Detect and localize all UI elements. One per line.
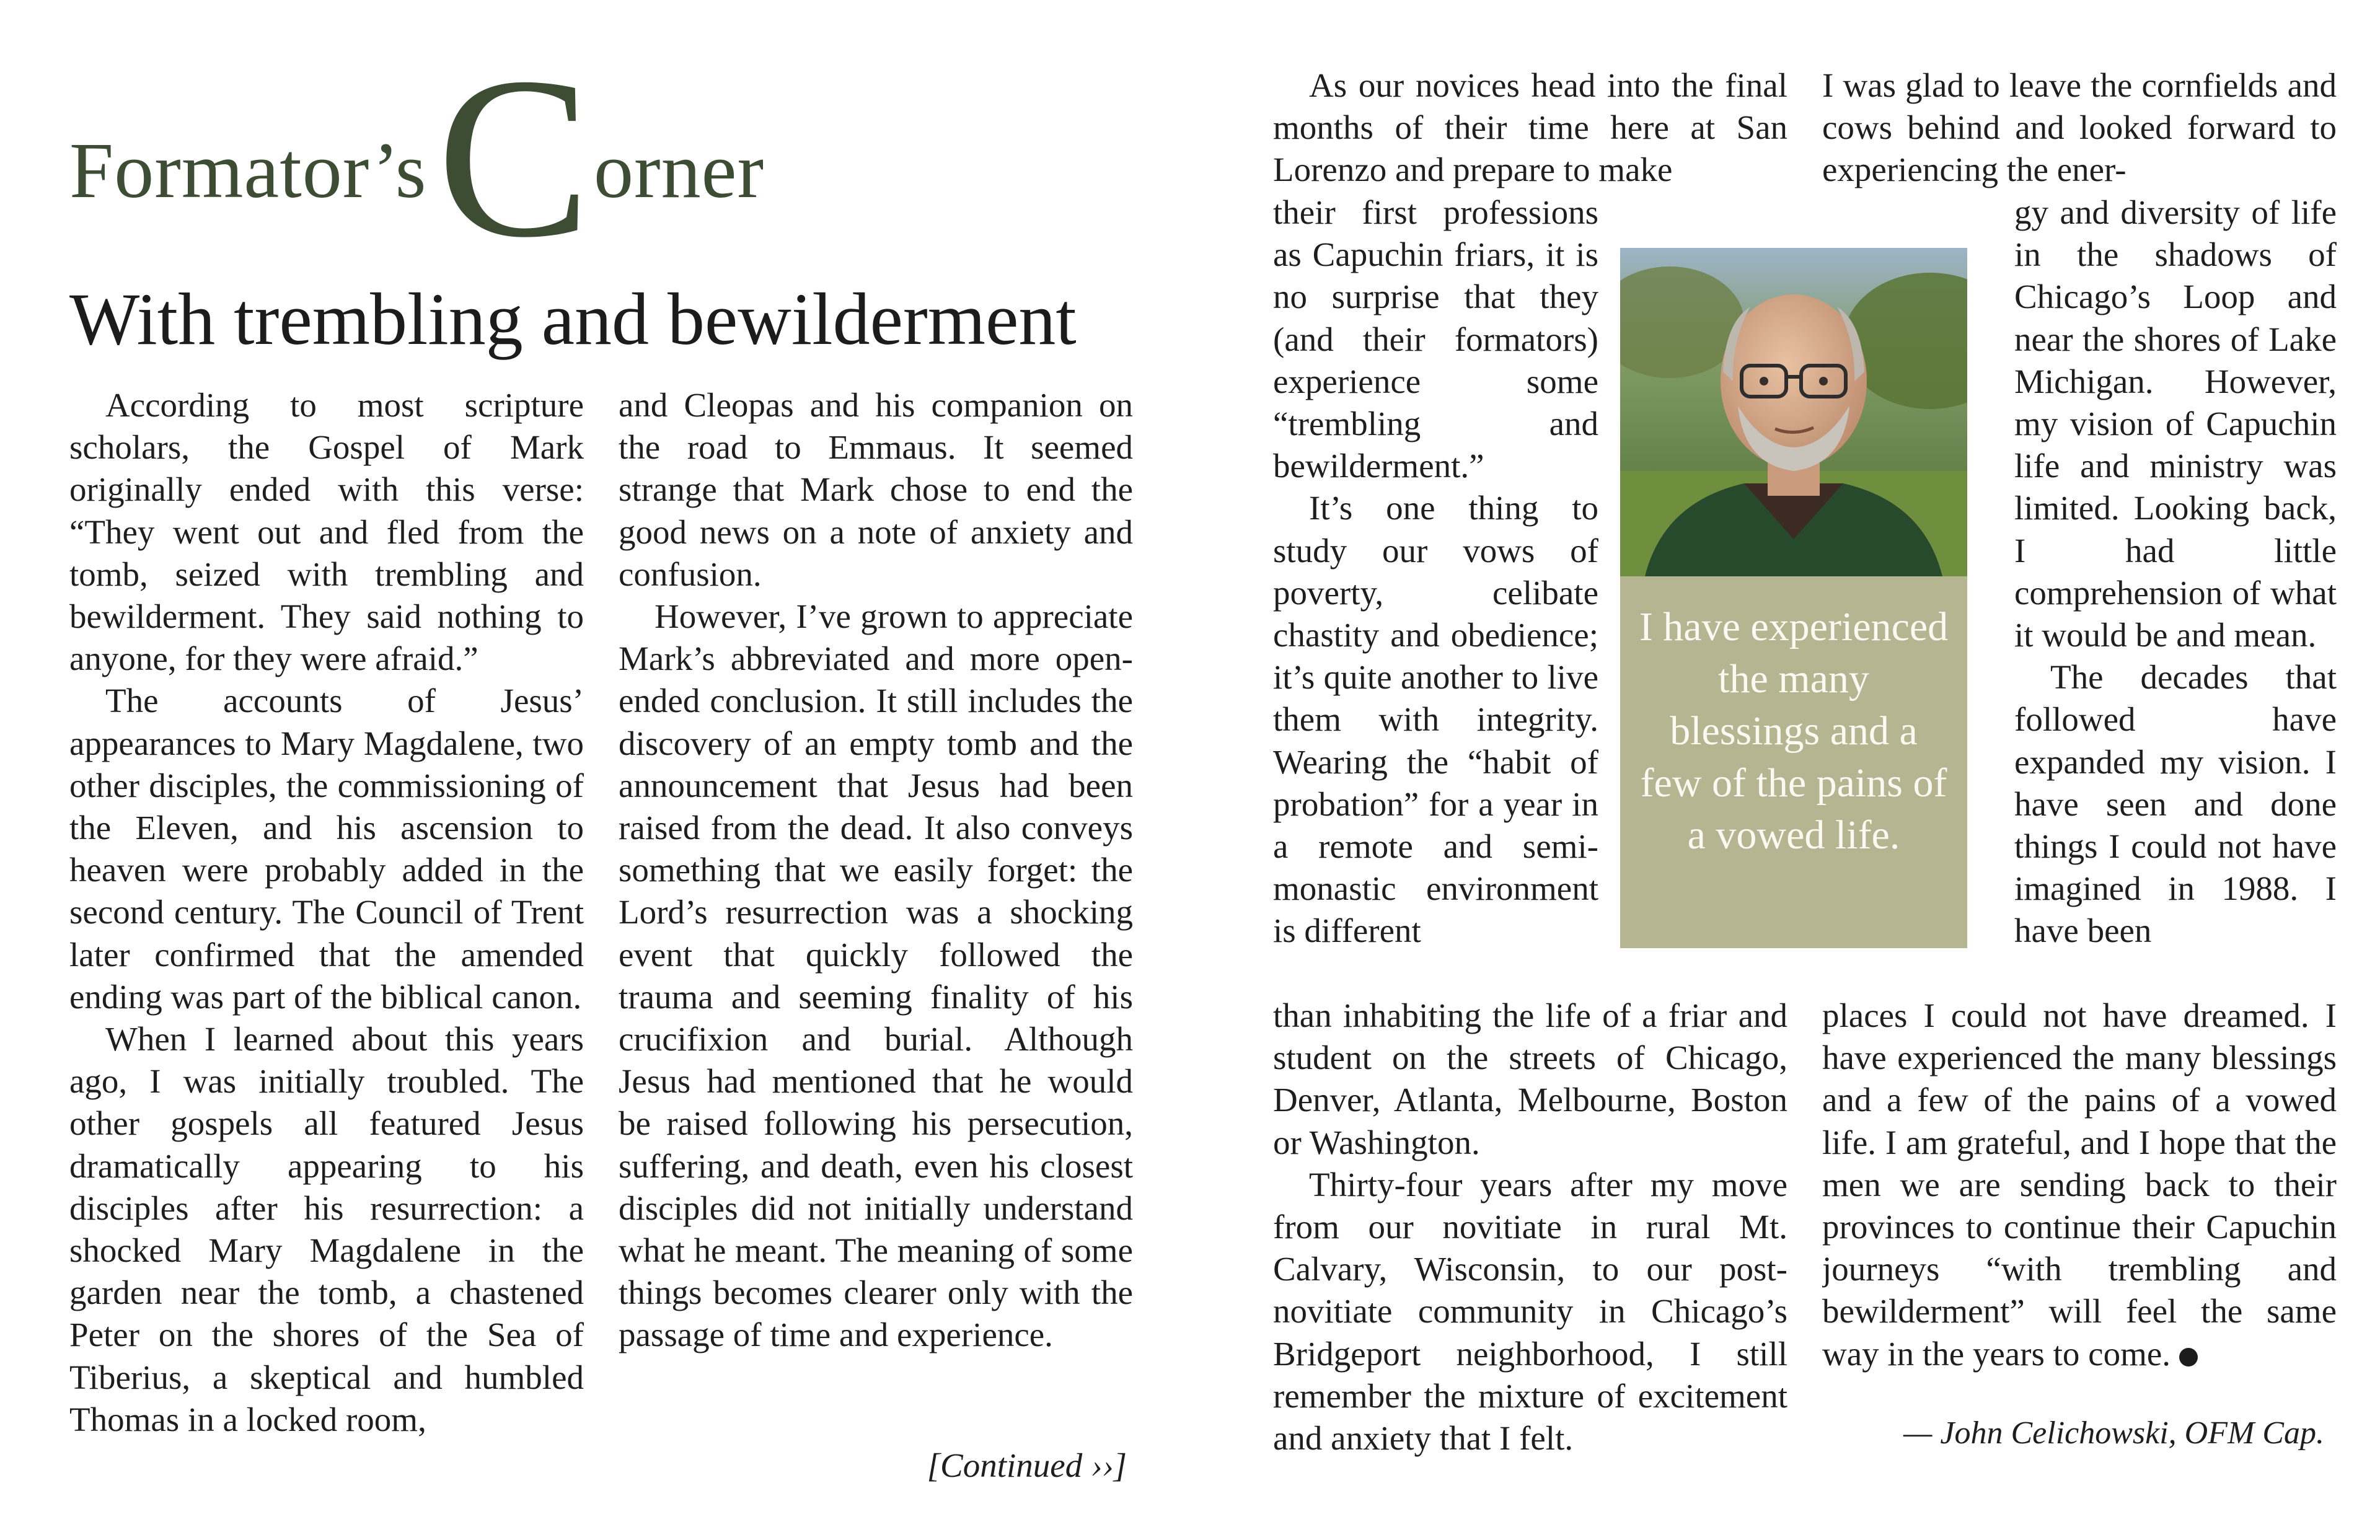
col2-paragraph-1: and Cleopas and his companion on the road to Emmaus. It seemed strange that Mark chose to end the good news on a note of anxiety and confusion. [619, 386, 1133, 593]
pull-quote-box [1620, 248, 1967, 948]
header-left-word: Formator’s [69, 126, 427, 214]
article-headline: With trembling and bewilderment [69, 278, 1077, 360]
column-2 [619, 384, 1133, 1438]
col1-paragraph-1: According to most scripture scholars, the Gospel of Mark originally ended with this verse: “They went out and fled from the tomb, seized with trembling and bewilderment. They said nothing to anyone, for they were afraid.” [69, 386, 584, 678]
col1-paragraph-2: The accounts of Jesus’ appearances to Mary Magdalene, two other disciples, the commissioning of the Eleven, and his ascension to heaven were probably added in the second century. The Council of Trent later confirmed that the amended ending was part of the biblical canon. [69, 682, 584, 1016]
portrait-illustration [1620, 248, 1967, 576]
column-4-wrap [2014, 191, 2337, 982]
end-mark-icon [2179, 1348, 2198, 1366]
author-signature: — John Celichowski, OFM Cap. [1903, 1415, 2324, 1451]
continued-link[interactable]: [Continued ››] [927, 1446, 1127, 1484]
portrait-photo [1620, 248, 1967, 576]
col3-paragraph-3: Thirty-four years after my move from our novitiate in rural Mt. Calvary, Wisconsin, to our post-novitiate community in Chicago’s Bridgeport neighborhood, I still remember the mixture of excitement and anxiety that I felt. [1273, 1165, 1787, 1458]
col4-paragraph-1-mid: gy and diversity of life in the shadows of Chicago’s Loop and near the shores of Lake Michigan. However, my vision of Capuchin life and ministry was limited. Looking back, I had little comprehension of what it would be and mean. [2014, 193, 2337, 654]
pull-quote-text: I have experienced the many blessings and a few of the pains of a vowed life. [1639, 604, 1949, 858]
col4-paragraph-2-bottom [1822, 995, 2337, 1375]
column-3-bottom [1273, 995, 1787, 1478]
col1-paragraph-3: When I learned about this years ago, I was initially troubled. The other gospels all featured Jesus dramatically appearing to his disciples after his resurrection: a shocked Mary Magdalene in the garden near the tomb, a chastened Peter on the shores of the Sea of Tiberius, a skeptical and humbled Thomas in a locked room, [69, 1020, 584, 1438]
col3-paragraph-1-top: As our novices head into the final months of their time here at San Lorenzo and prepare to make [1273, 66, 1787, 189]
column-4-top [1822, 64, 2337, 195]
column-3-wrap [1273, 191, 1598, 982]
column-1 [69, 384, 584, 1500]
col4-paragraph-2-bottom-text: places I could not have dreamed. I have experienced the many blessings and a few of the pains of a vowed life. I am grateful, and I hope that the men we are sending back to their provinces to continue their Capuchin journeys “with trembling and bewilderment” will feel the same way in the years to come. [1822, 997, 2337, 1373]
column-4-bottom [1822, 995, 2337, 1404]
col2-paragraph-2: However, I’ve grown to appreciate Mark’s abbreviated and more open-ended conclusion. It still includes the discovery of an empty tomb and the announcement that Jesus had been raised from the dead. It also conveys something that we easily forget: the Lord’s resurrection was a shocking event that quickly followed the trauma and seeming finality of his crucifixion and burial. Although Jesus had mentioned that he would be raised following his persecution, suffering, and death, even his closest disciples did not initially understand what he meant. The meaning of some things becomes clearer only with the passage of time and experience. [619, 597, 1133, 1354]
column-3-top [1273, 64, 1787, 195]
col3-paragraph-1-mid: their first professions as Capuchin friars, it is no surprise that they (and their formators) experience some “trembling and bewilderment.” [1273, 193, 1598, 485]
col4-paragraph-2-mid: The decades that followed have expanded my vision. I have seen and done things I could not have imagined in 1988. I have been [2014, 658, 2337, 950]
col3-paragraph-2-mid: It’s one thing to study our vows of poverty, celibate chastity and obedience; it’s quite another to live them with integrity. Wearing the “habit of probation” for a year in a remote and semi-monastic environment is different [1273, 489, 1598, 950]
header-drop-cap: C [436, 30, 591, 285]
col4-paragraph-1-top: I was glad to leave the cornfields and cows behind and looked forward to experiencing the ener- [1822, 66, 2337, 189]
col3-paragraph-2-bottom: than inhabiting the life of a friar and student on the streets of Chicago, Denver, Atlanta, Melbourne, Boston or Washington. [1273, 997, 1787, 1161]
header-right-word: orner [594, 126, 765, 214]
